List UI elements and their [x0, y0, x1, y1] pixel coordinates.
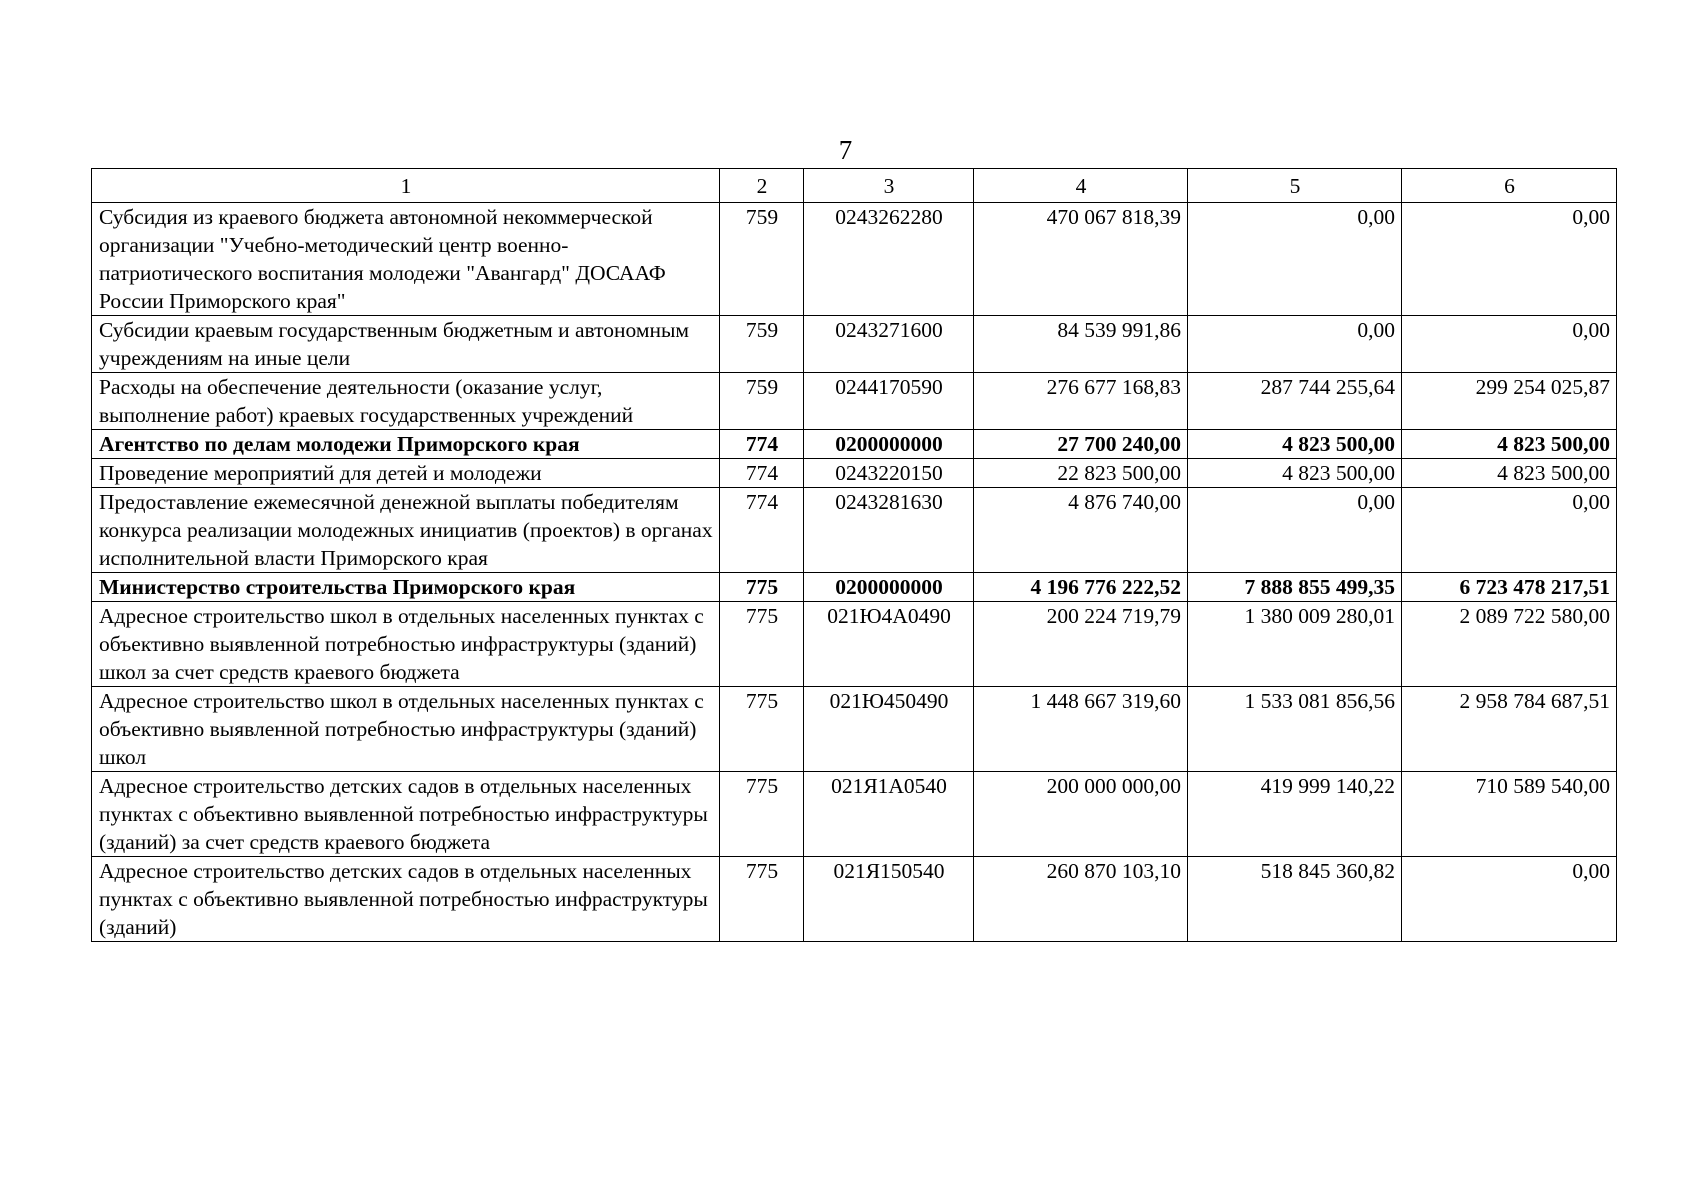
row-target-code: 0243271600 — [804, 316, 974, 373]
row-target-code: 021Я1А0540 — [804, 772, 974, 857]
column-header-2: 2 — [720, 169, 804, 203]
table-row — [92, 602, 1617, 687]
table-row — [92, 459, 1617, 488]
row-target-code: 0243281630 — [804, 488, 974, 573]
header-row — [92, 169, 1617, 203]
page-number: 7 — [838, 135, 853, 165]
row-name: Субсидии краевым государственным бюджетным и автономным учреждениям на иные цели — [92, 316, 720, 373]
table-row-total — [92, 573, 1617, 602]
row-amount-col6: 2 089 722 580,00 — [1402, 602, 1617, 687]
row-amount-col6: 4 823 500,00 — [1402, 459, 1617, 488]
column-header-5: 5 — [1188, 169, 1402, 203]
row-amount-col5: 7 888 855 499,35 — [1188, 573, 1402, 602]
table-row — [92, 488, 1617, 573]
row-amount-col4: 1 448 667 319,60 — [974, 687, 1188, 772]
row-amount-col4: 200 224 719,79 — [974, 602, 1188, 687]
row-name: Адресное строительство школ в отдельных населенных пунктах с объективно выявленной потребностью инфраструктуры (зданий) школ — [92, 687, 720, 772]
row-amount-col6: 0,00 — [1402, 857, 1617, 942]
row-admin-code: 775 — [720, 857, 804, 942]
row-amount-col4: 22 823 500,00 — [974, 459, 1188, 488]
row-amount-col5: 0,00 — [1188, 203, 1402, 316]
row-admin-code: 775 — [720, 772, 804, 857]
row-name: Субсидия из краевого бюджета автономной некоммерческой организации "Учебно-методический центр военно-патриотического воспитания молодежи "Авангард" ДОСААФ России Приморского края" — [92, 203, 720, 316]
row-name: Адресное строительство детских садов в отдельных населенных пунктах с объективно выявленной потребностью инфраструктуры (зданий) за счет средств краевого бюджета — [92, 772, 720, 857]
row-admin-code: 774 — [720, 430, 804, 459]
column-header-3: 3 — [804, 169, 974, 203]
row-amount-col5: 518 845 360,82 — [1188, 857, 1402, 942]
table-row — [92, 203, 1617, 316]
row-target-code: 021Ю4А0490 — [804, 602, 974, 687]
row-admin-code: 775 — [720, 573, 804, 602]
row-amount-col5: 1 380 009 280,01 — [1188, 602, 1402, 687]
row-target-code: 0243220150 — [804, 459, 974, 488]
table-row — [92, 373, 1617, 430]
row-amount-col6: 0,00 — [1402, 203, 1617, 316]
table-row-total — [92, 430, 1617, 459]
row-amount-col6: 4 823 500,00 — [1402, 430, 1617, 459]
row-amount-col4: 276 677 168,83 — [974, 373, 1188, 430]
row-amount-col4: 4 196 776 222,52 — [974, 573, 1188, 602]
row-admin-code: 775 — [720, 602, 804, 687]
row-admin-code: 759 — [720, 203, 804, 316]
row-amount-col4: 4 876 740,00 — [974, 488, 1188, 573]
row-amount-col4: 200 000 000,00 — [974, 772, 1188, 857]
row-target-code: 0200000000 — [804, 573, 974, 602]
row-target-code: 021Ю450490 — [804, 687, 974, 772]
row-amount-col5: 4 823 500,00 — [1188, 430, 1402, 459]
row-amount-col6: 0,00 — [1402, 488, 1617, 573]
row-amount-col4: 84 539 991,86 — [974, 316, 1188, 373]
row-amount-col5: 1 533 081 856,56 — [1188, 687, 1402, 772]
budget-table — [91, 168, 1617, 942]
table-body — [92, 203, 1617, 942]
column-header-1: 1 — [92, 169, 720, 203]
row-target-code: 0243262280 — [804, 203, 974, 316]
row-amount-col6: 6 723 478 217,51 — [1402, 573, 1617, 602]
table-row — [92, 857, 1617, 942]
row-amount-col6: 2 958 784 687,51 — [1402, 687, 1617, 772]
row-amount-col4: 260 870 103,10 — [974, 857, 1188, 942]
row-admin-code: 775 — [720, 687, 804, 772]
row-target-code: 0244170590 — [804, 373, 974, 430]
table-row — [92, 316, 1617, 373]
row-admin-code: 759 — [720, 373, 804, 430]
row-name: Министерство строительства Приморского края — [92, 573, 720, 602]
table-row — [92, 687, 1617, 772]
row-admin-code: 774 — [720, 459, 804, 488]
row-target-code: 0200000000 — [804, 430, 974, 459]
row-amount-col5: 419 999 140,22 — [1188, 772, 1402, 857]
row-admin-code: 759 — [720, 316, 804, 373]
row-name: Адресное строительство детских садов в отдельных населенных пунктах с объективно выявленной потребностью инфраструктуры (зданий) — [92, 857, 720, 942]
table-row — [92, 772, 1617, 857]
row-amount-col6: 0,00 — [1402, 316, 1617, 373]
row-name: Адресное строительство школ в отдельных населенных пунктах с объективно выявленной потребностью инфраструктуры (зданий) школ за счет средств краевого бюджета — [92, 602, 720, 687]
row-amount-col5: 0,00 — [1188, 488, 1402, 573]
row-amount-col6: 299 254 025,87 — [1402, 373, 1617, 430]
row-amount-col5: 0,00 — [1188, 316, 1402, 373]
row-target-code: 021Я150540 — [804, 857, 974, 942]
table-header — [92, 169, 1617, 203]
row-name: Проведение мероприятий для детей и молодежи — [92, 459, 720, 488]
row-amount-col4: 470 067 818,39 — [974, 203, 1188, 316]
row-amount-col4: 27 700 240,00 — [974, 430, 1188, 459]
row-name: Предоставление ежемесячной денежной выплаты победителям конкурса реализации молодежных инициатив (проектов) в органах исполнительной власти Приморского края — [92, 488, 720, 573]
row-name: Расходы на обеспечение деятельности (оказание услуг, выполнение работ) краевых государственных учреждений — [92, 373, 720, 430]
row-name: Агентство по делам молодежи Приморского края — [92, 430, 720, 459]
column-header-6: 6 — [1402, 169, 1617, 203]
row-amount-col6: 710 589 540,00 — [1402, 772, 1617, 857]
row-amount-col5: 4 823 500,00 — [1188, 459, 1402, 488]
row-admin-code: 774 — [720, 488, 804, 573]
row-amount-col5: 287 744 255,64 — [1188, 373, 1402, 430]
column-header-4: 4 — [974, 169, 1188, 203]
